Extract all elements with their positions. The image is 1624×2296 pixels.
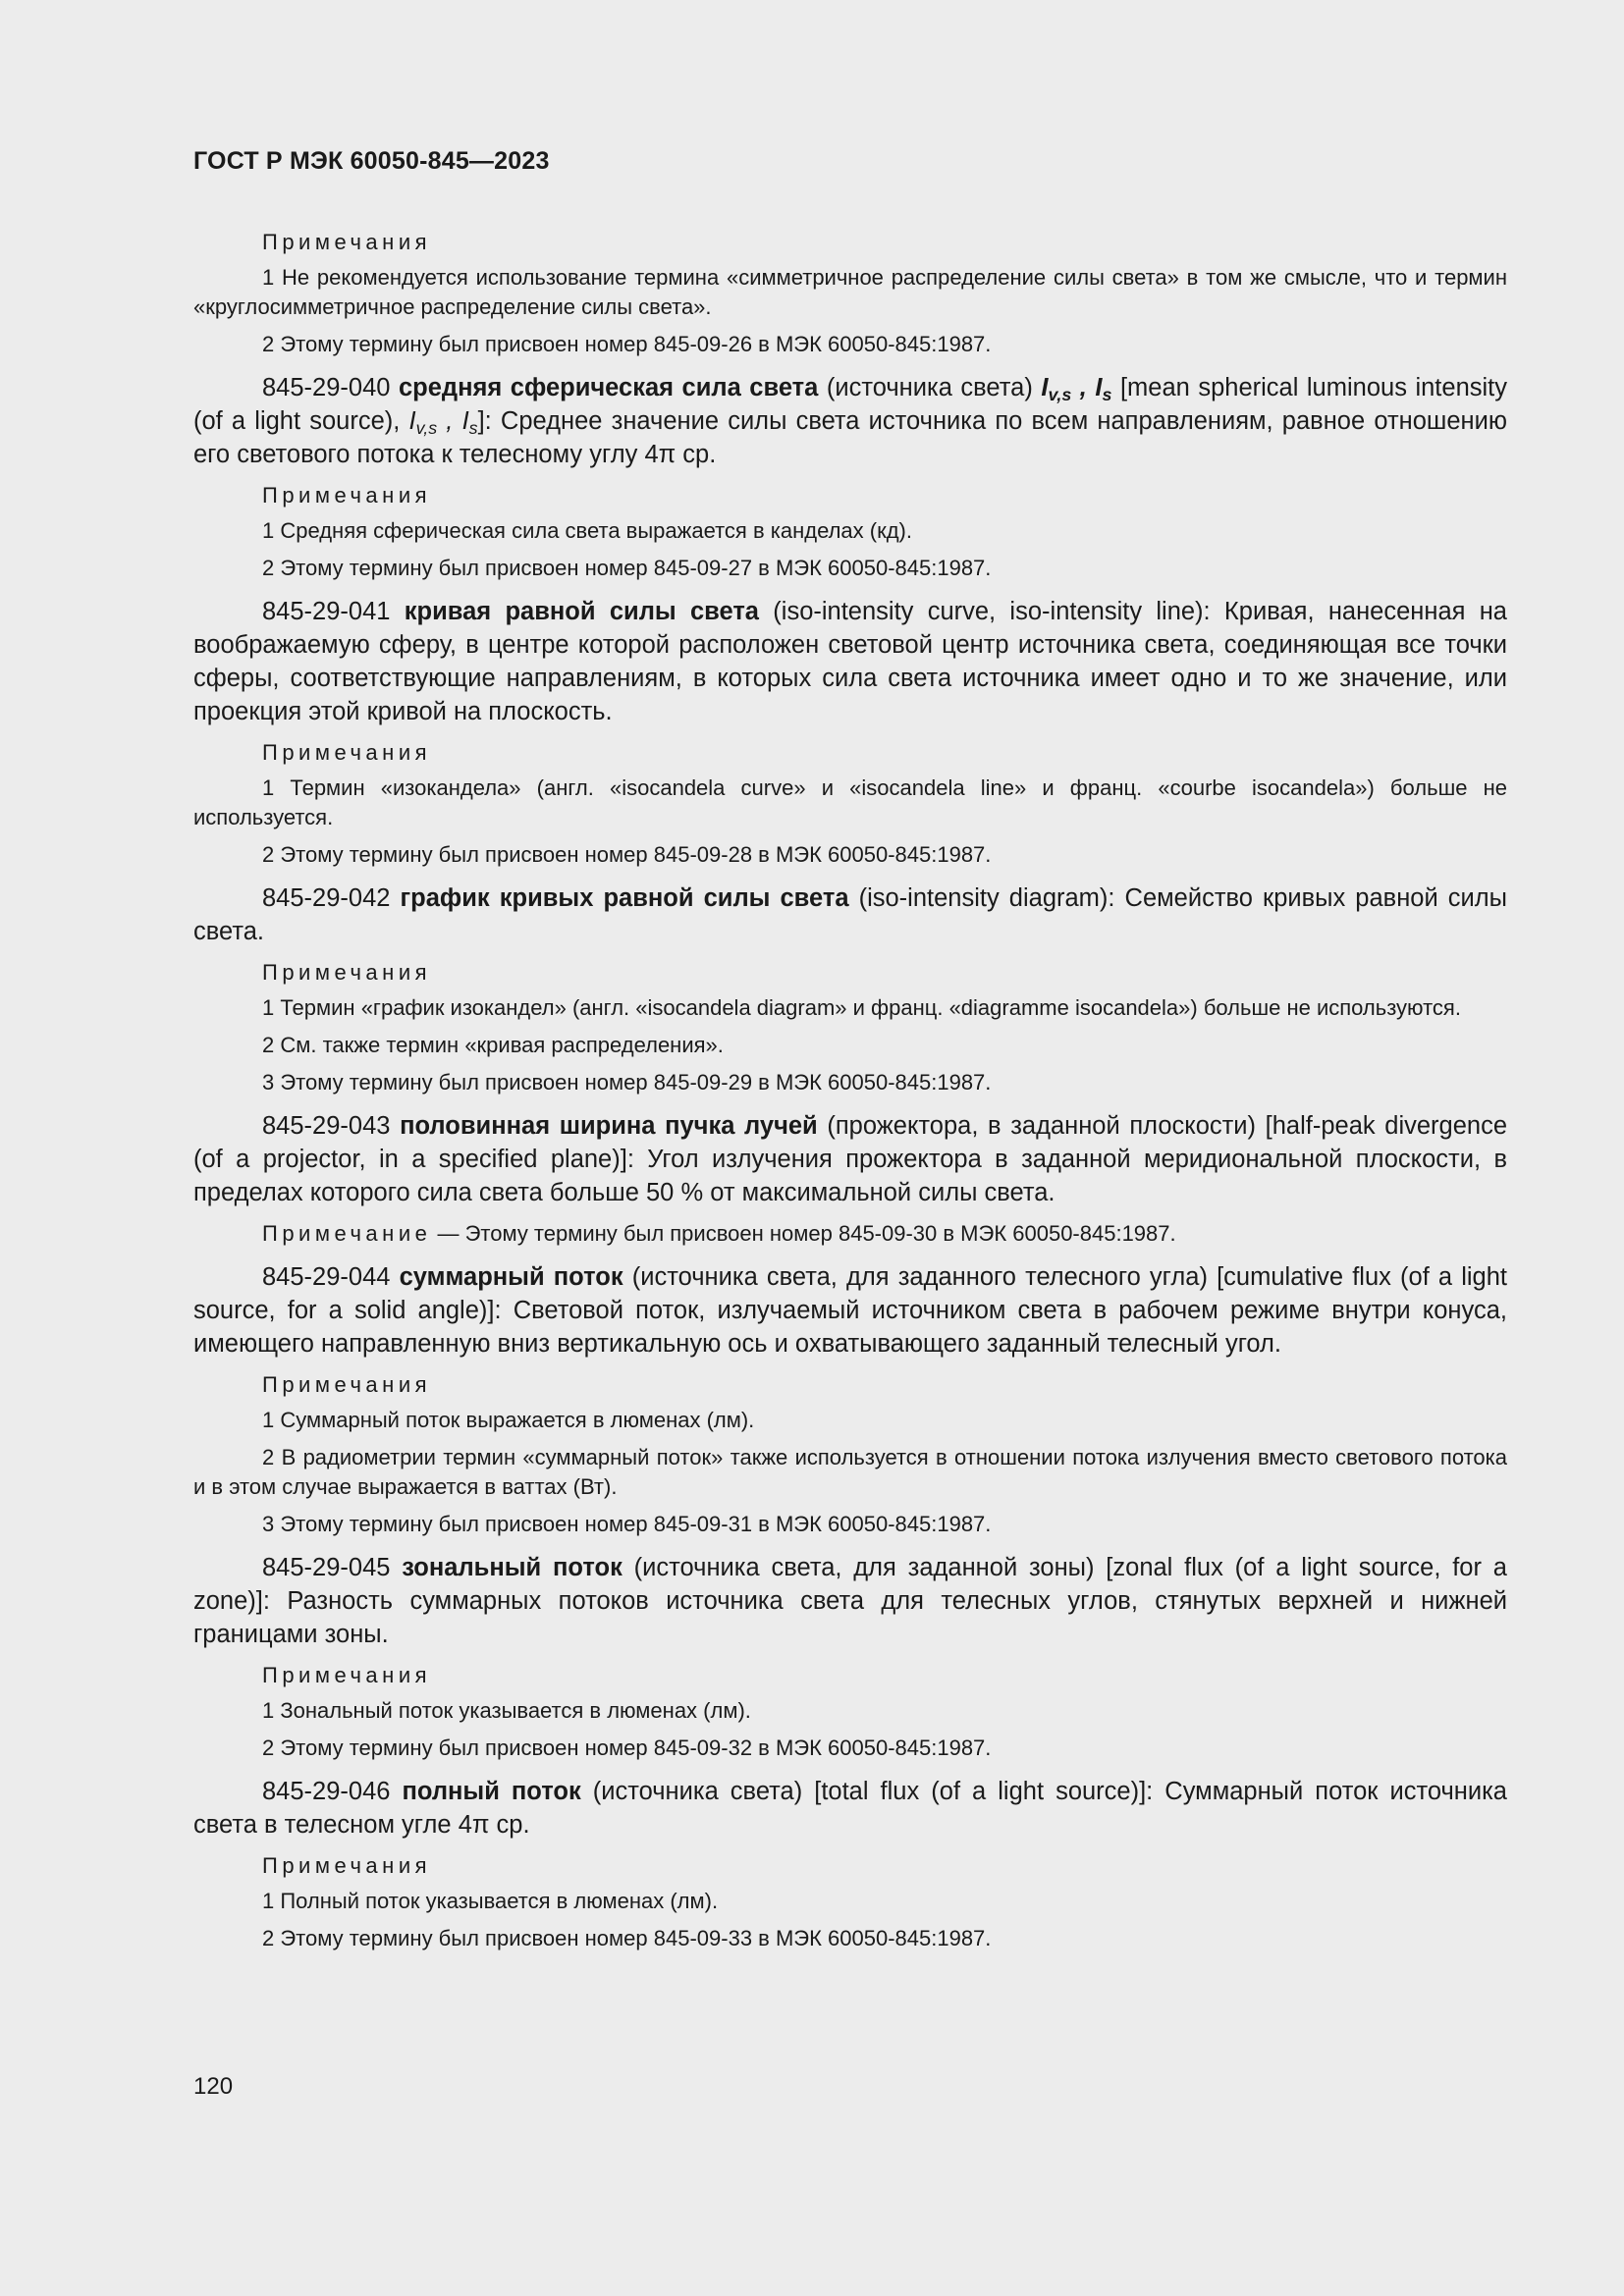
term-name: суммарный поток xyxy=(399,1263,623,1291)
note-heading-single: Примечание xyxy=(262,1221,432,1246)
term-number: 845-29-046 xyxy=(262,1778,391,1805)
note: 2 Этому термину был присвоен номер 845-09-26 в МЭК 60050-845:1987. xyxy=(262,332,992,356)
term-text: (источника света, для заданного телесного угла) [cumulative flux (of a light source, for a solid angle)]: Световой поток, излучаемый источником света в рабочем режиме внутри конуса, имеющего направленную вниз вертикальную ось и охватывающего заданный телесный угол. xyxy=(193,1263,1508,1358)
term-text: (прожектора, в заданной плоскости) [half-peak divergence (of a projector, in a specified plane)]: Угол излучения прожектора в заданной меридиональной плоскости, в пределах которого сила света больше 50 % от максимальной силы света. xyxy=(193,1112,1508,1206)
note: 1 Суммарный поток выражается в люменах (лм). xyxy=(262,1408,755,1432)
term-number: 845-29-041 xyxy=(262,598,391,625)
term-name: полный поток xyxy=(402,1778,581,1805)
symbol: $I_{v,s}$ , $I_s$ xyxy=(1041,374,1112,404)
term-entry-042 xyxy=(193,881,1507,948)
notes-heading: Примечания xyxy=(262,230,432,254)
note: 1 Полный поток указывается в люменах (лм). xyxy=(262,1889,719,1913)
note: 2 Этому термину был присвоен номер 845-09-32 в МЭК 60050-845:1987. xyxy=(262,1735,992,1760)
term-name: кривая равной силы света xyxy=(404,598,759,625)
note: 1 Термин «график изокандел» (англ. «isocandela diagram» и франц. «diagramme isocandela») больше не используются. xyxy=(262,995,1461,1020)
term-entry-046 xyxy=(193,1775,1507,1842)
page-number: 120 xyxy=(193,2073,234,2100)
term-entry-043 xyxy=(193,1109,1507,1209)
note: 3 Этому термину был присвоен номер 845-09-29 в МЭК 60050-845:1987. xyxy=(262,1070,992,1095)
note: 1 Зональный поток указывается в люменах (лм). xyxy=(262,1698,751,1723)
single-note xyxy=(193,1219,1507,1249)
note: 1 Средняя сферическая сила света выражается в канделах (кд). xyxy=(262,518,912,543)
term-text: (источника света) xyxy=(818,374,1042,401)
symbol: $I_{v,s}$ , $I_s$ xyxy=(408,407,478,438)
term-number: 845-29-044 xyxy=(262,1263,391,1291)
note: 3 Этому термину был присвоен номер 845-09-31 в МЭК 60050-845:1987. xyxy=(262,1512,992,1536)
term-text: (источника света, для заданной зоны) [zonal flux (of a light source, for a zone)]: Разность суммарных потоков источника света для телесных углов, стянутых верхней и нижней границами зоны. xyxy=(193,1554,1507,1648)
note: 2 Этому термину был присвоен номер 845-09-28 в МЭК 60050-845:1987. xyxy=(262,842,992,867)
term-entry-045 xyxy=(193,1551,1507,1651)
note: 2 В радиометрии термин «суммарный поток» также используется в отношении потока излучения вместо светового потока и в этом случае выражается в ваттах (Вт). xyxy=(193,1445,1507,1499)
term-name: средняя сферическая сила света xyxy=(398,374,819,401)
term-text: (iso-intensity diagram): Семейство кривых равной силы света. xyxy=(193,884,1507,945)
term-number: 845-29-043 xyxy=(262,1112,391,1140)
note: 1 Термин «изокандела» (англ. «isocandela curve» и «isocandela line» и франц. «courbe isocandela») больше не используется. xyxy=(193,775,1507,829)
notes-heading: Примечания xyxy=(262,960,432,985)
term-text: (источника света) [total flux (of a light source)]: Суммарный поток источника света в телесном угле 4π ср. xyxy=(193,1778,1507,1839)
notes-heading: Примечания xyxy=(262,1372,432,1397)
note: 2 Этому термину был присвоен номер 845-09-27 в МЭК 60050-845:1987. xyxy=(262,556,992,580)
term-entry-040 xyxy=(193,371,1507,471)
term-number: 845-29-045 xyxy=(262,1554,391,1581)
term-text: ]: Среднее значение силы света источника по всем направлениям, равное отношению его светового потока к телесному углу 4π ср. xyxy=(193,407,1507,468)
note-text: — Этому термину был присвоен номер 845-09-30 в МЭК 60050-845:1987. xyxy=(431,1221,1176,1246)
term-number: 845-29-042 xyxy=(262,884,391,912)
note: 1 Не рекомендуется использование термина «симметричное распределение силы света» в том же смысле, что и термин «круглосимметричное распределение силы света». xyxy=(193,265,1507,319)
note: 2 См. также термин «кривая распределения». xyxy=(262,1033,724,1057)
document-body xyxy=(193,222,1507,1961)
term-entry-044 xyxy=(193,1260,1507,1361)
document-header: ГОСТ Р МЭК 60050-845—2023 xyxy=(193,147,550,175)
term-entry-041 xyxy=(193,595,1507,728)
notes-heading: Примечания xyxy=(262,740,432,765)
term-name: половинная ширина пучка лучей xyxy=(400,1112,818,1140)
term-text: [mean spherical luminous intensity (of a light source), xyxy=(193,374,1508,435)
term-name: график кривых равной силы света xyxy=(400,884,849,912)
notes-heading: Примечания xyxy=(262,1663,432,1687)
term-text: (iso-intensity curve, iso-intensity line): Кривая, нанесенная на воображаемую сферу, в центре которой расположен световой центр источника света, соединяющая все точки сферы, соответствующие направлениям, в которых сила света источника имеет одно и то же значение, или проекция этой кривой на плоскость. xyxy=(193,598,1507,725)
notes-heading: Примечания xyxy=(262,1853,432,1878)
term-number: 845-29-040 xyxy=(262,374,391,401)
notes-heading: Примечания xyxy=(262,483,432,507)
term-name: зональный поток xyxy=(402,1554,623,1581)
note: 2 Этому термину был присвоен номер 845-09-33 в МЭК 60050-845:1987. xyxy=(262,1926,992,1950)
